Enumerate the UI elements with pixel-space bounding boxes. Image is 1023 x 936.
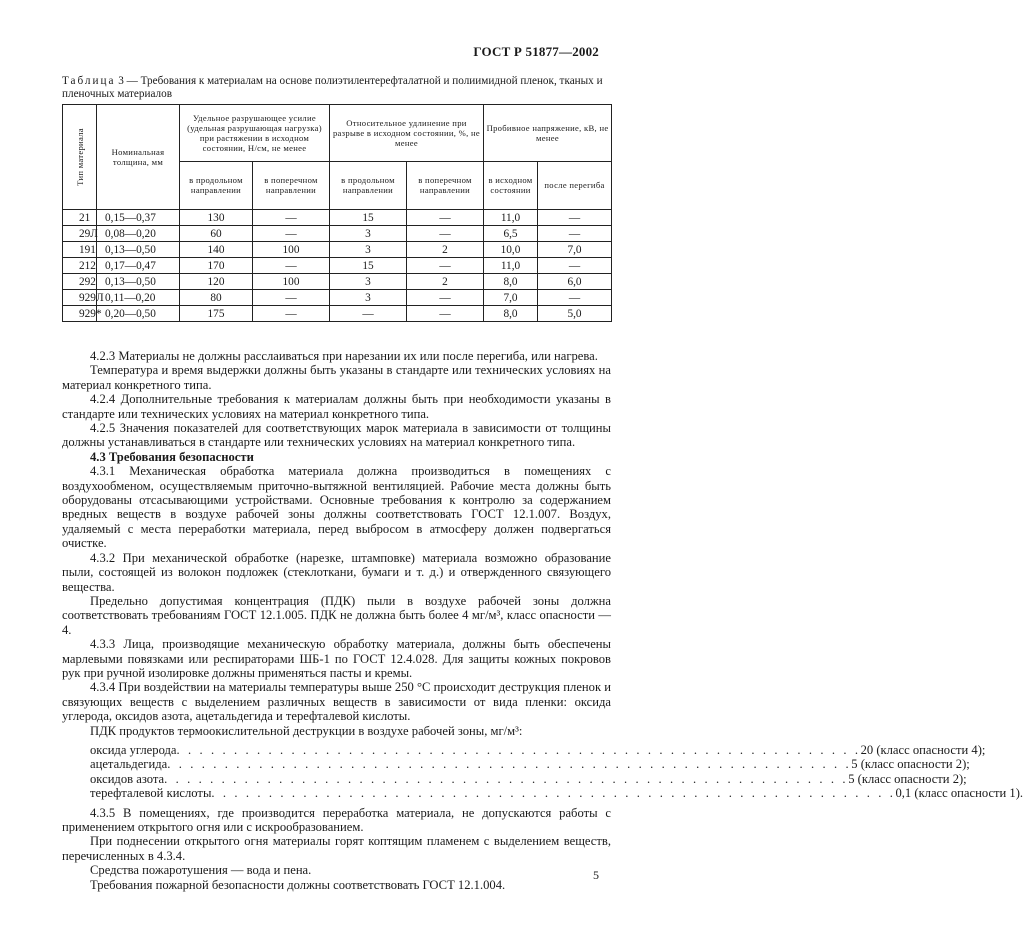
pdk-substance: ацетальдегида xyxy=(90,757,168,772)
table-cell: — xyxy=(407,226,484,242)
table-cell: 3 xyxy=(330,274,407,290)
table-cell: 2 xyxy=(407,242,484,258)
table-cell: 5,0 xyxy=(538,306,612,322)
table-cell: 80 xyxy=(180,290,253,306)
pdk-value: 0,1 (класс опасности 1). xyxy=(895,786,1023,801)
pdk-substance: оксидов азота xyxy=(90,771,165,786)
paragraph-4-3-2: 4.3.2 При механической обработке (нарезке, штамповке) материала возможно образование пыли, состоящей из волокон подложек (стеклоткани, бумаги и т. д.) и отвержденного связующего вещества. xyxy=(62,550,611,594)
section-heading-4-3: 4.3 Требования безопасности xyxy=(90,449,254,464)
table-cell: 100 xyxy=(253,274,330,290)
table-row xyxy=(63,210,612,226)
body-text xyxy=(62,349,1023,892)
table-cell: — xyxy=(538,226,612,242)
table-row xyxy=(63,242,612,258)
table-cell: 120 xyxy=(180,274,253,290)
paragraph-4-2-5: 4.2.5 Значения показателей для соответствующих марок материала в зависимости от толщины должны устанавливаться в стандарте или технических условиях на материал конкретного типа. xyxy=(62,421,611,450)
table-row xyxy=(63,306,612,322)
table-cell: 140 xyxy=(180,242,253,258)
paragraph: Требования пожарной безопасности должны соответствовать ГОСТ 12.1.004. xyxy=(90,877,506,892)
table-cell: — xyxy=(253,210,330,226)
header-elongation-longitudinal: в продольном направлении xyxy=(330,161,407,209)
table-cell: 15 xyxy=(330,258,407,274)
table-cell: 29Л xyxy=(63,226,97,242)
paragraph-4-3-3: 4.3.3 Лица, производящие механическую обработку материала, должны быть обеспечены марлевыми повязками или респираторами ШБ-1 по ГОСТ 12.4.028. Для защиты кожных покровов рук при ручной изолировке должны применяться пасты и кремы. xyxy=(62,637,611,680)
pdk-item xyxy=(62,771,967,786)
paragraph: Средства пожаротушения — вода и пена. xyxy=(90,863,312,878)
table-cell: — xyxy=(253,306,330,322)
materials-requirements-table xyxy=(62,104,612,322)
pdk-item xyxy=(62,757,970,772)
document-id: ГОСТ Р 51877—2002 xyxy=(473,44,599,59)
table-cell: 0,11—0,20 xyxy=(97,290,180,306)
paragraph-4-3-1: 4.3.1 Механическая обработка материала должна производиться в помещениях с воздухообменом, осуществляемым приточно-вытяжной вентиляцией. Рабочие места должны быть оборудованы отсасывающими устройствами. Основные требования к контролю за содержанием вредных веществ в воздухе рабочей зоны должны соответствовать ГОСТ 12.1.007. Воздух, удаляемый с места переработки материала, перед выбросом в атмосферу должен подвергаться очистке. xyxy=(62,464,611,551)
table-cell: — xyxy=(253,258,330,274)
table-cell: 10,0 xyxy=(484,242,538,258)
dot-leader: . . . . . . . . . . . . . . . . . . . . . . . . . . . . . . . . . . . . . . . . . . . . . . . . . . . . . . . . . . . . xyxy=(164,771,849,786)
header-strength-transverse: в поперечном направлении xyxy=(253,161,330,209)
table-row xyxy=(63,274,612,290)
header-strength-longitudinal: в продольном направлении xyxy=(180,161,253,209)
table-cell: 0,13—0,50 xyxy=(97,242,180,258)
paragraph-4-2-3: 4.2.3 Материалы не должны расслаиваться при нарезании их или после перегиба, или нагрева. xyxy=(90,349,598,363)
table-cell: — xyxy=(253,226,330,242)
table-cell: 2 xyxy=(407,274,484,290)
pdk-substance: оксида углерода xyxy=(90,742,177,757)
page-number: 5 xyxy=(593,868,599,882)
table-cell: — xyxy=(407,306,484,322)
paragraph-4-3-4: 4.3.4 При воздействии на материалы температуры выше 250 °С происходит деструкция пленок и связующих веществ с выделением различных веществ в зависимости от вида пленки: оксида углерода, оксидов азота, ацетальдегида и терефталевой кислоты. xyxy=(62,680,611,724)
table-cell: 0,08—0,20 xyxy=(97,226,180,242)
header-thickness: Номинальная толщина, мм xyxy=(97,105,180,210)
table-cell: — xyxy=(407,290,484,306)
table-row xyxy=(63,226,612,242)
table-cell: — xyxy=(538,258,612,274)
table-cell: 0,13—0,50 xyxy=(97,274,180,290)
table-cell: 191 xyxy=(63,242,97,258)
header-elongation: Относительное удлинение при разрыве в исходном состоянии, %, не менее xyxy=(330,105,484,162)
table-row xyxy=(63,258,612,274)
paragraph-4-3-5: 4.3.5 В помещениях, где производится переработка материала, не допускаются работы с применением открытого огня или с искрообразованием. xyxy=(62,805,611,834)
table-cell: 21 xyxy=(63,210,97,226)
header-voltage-initial: в исходном состоянии xyxy=(484,161,538,209)
paragraph: ПДК продуктов термоокислительной деструкции в воздухе рабочей зоны, мг/м³: xyxy=(90,723,523,738)
table-cell: 0,17—0,47 xyxy=(97,258,180,274)
table-cell: 130 xyxy=(180,210,253,226)
table-cell: 6,0 xyxy=(538,274,612,290)
table-cell: 100 xyxy=(253,242,330,258)
table-cell: 8,0 xyxy=(484,306,538,322)
paragraph: Температура и время выдержки должны быть указаны в стандарте или технических условиях на материал конкретного типа. xyxy=(62,363,611,392)
table-cell: 3 xyxy=(330,290,407,306)
table-cell: 0,20—0,50 xyxy=(97,306,180,322)
dot-leader: . . . . . . . . . . . . . . . . . . . . . . . . . . . . . . . . . . . . . . . . . . . . . . . . . . . . . . . . . . . . xyxy=(211,786,896,801)
table-cell: 11,0 xyxy=(484,258,538,274)
dot-leader: . . . . . . . . . . . . . . . . . . . . . . . . . . . . . . . . . . . . . . . . . . . . . . . . . . . . . . . . . . . . xyxy=(167,757,852,772)
pdk-list xyxy=(62,742,1023,801)
table-cell: — xyxy=(330,306,407,322)
pdk-item xyxy=(62,742,986,757)
table-cell: 7,0 xyxy=(538,242,612,258)
table-cell: 15 xyxy=(330,210,407,226)
table-cell: — xyxy=(538,290,612,306)
header-elongation-transverse: в поперечном направлении xyxy=(407,161,484,209)
paragraph: При поднесении открытого огня материалы горят коптящим пламенем с выделением веществ, перечисленных в 4.3.4. xyxy=(62,834,611,863)
table-row xyxy=(63,290,612,306)
table-cell: 175 xyxy=(180,306,253,322)
table-cell: 929* xyxy=(63,306,97,322)
table-cell: 3 xyxy=(330,226,407,242)
header-voltage-after-bend: после перегиба xyxy=(538,161,612,209)
table-cell: 6,5 xyxy=(484,226,538,242)
table-cell: 212 xyxy=(63,258,97,274)
dot-leader: . . . . . . . . . . . . . . . . . . . . . . . . . . . . . . . . . . . . . . . . . . . . . . . . . . . . . . . . . . . . xyxy=(176,742,861,757)
header-breakdown-voltage: Пробивное напряжение, кВ, не менее xyxy=(484,105,612,162)
table-cell: 7,0 xyxy=(484,290,538,306)
paragraph-4-2-4: 4.2.4 Дополнительные требования к материалам должны быть при необходимости указаны в стандарте или технических условиях на материал конкретного типа. xyxy=(62,392,611,421)
header-material-type: Тип материала xyxy=(63,105,97,210)
table-cell: 170 xyxy=(180,258,253,274)
table-cell: 929Л xyxy=(63,290,97,306)
table-caption xyxy=(62,75,610,101)
pdk-value: 20 (класс опасности 4); xyxy=(860,742,986,757)
pdk-substance: терефталевой кислоты xyxy=(90,786,212,801)
table-cell: 11,0 xyxy=(484,210,538,226)
pdk-value: 5 (класс опасности 2); xyxy=(851,757,970,772)
table-cell: — xyxy=(538,210,612,226)
table-cell: 3 xyxy=(330,242,407,258)
table-cell: 292 xyxy=(63,274,97,290)
paragraph: Предельно допустимая концентрация (ПДК) пыли в воздухе рабочей зоны должна соответствовать требованиям ГОСТ 12.1.005. ПДК не должна быть более 4 мг/м³, класс опасности — 4. xyxy=(62,593,611,637)
table-cell: 8,0 xyxy=(484,274,538,290)
table-caption-text: 3 — Требования к материалам на основе полиэтилентерефталатной и полиимидной пленок, тканых и пленочных материалов xyxy=(62,75,603,100)
table-cell: — xyxy=(253,290,330,306)
table-cell: — xyxy=(407,210,484,226)
table-cell: 0,15—0,37 xyxy=(97,210,180,226)
header-breaking-force: Удельное разрушающее усилие (удельная разрушающая нагрузка) при растяжении в исходном состоянии, Н/см, не менее xyxy=(180,105,330,162)
table-cell: — xyxy=(407,258,484,274)
pdk-item xyxy=(62,786,1023,801)
pdk-value: 5 (класс опасности 2); xyxy=(848,771,967,786)
table-caption-label: Таблица xyxy=(62,75,116,87)
table-cell: 60 xyxy=(180,226,253,242)
